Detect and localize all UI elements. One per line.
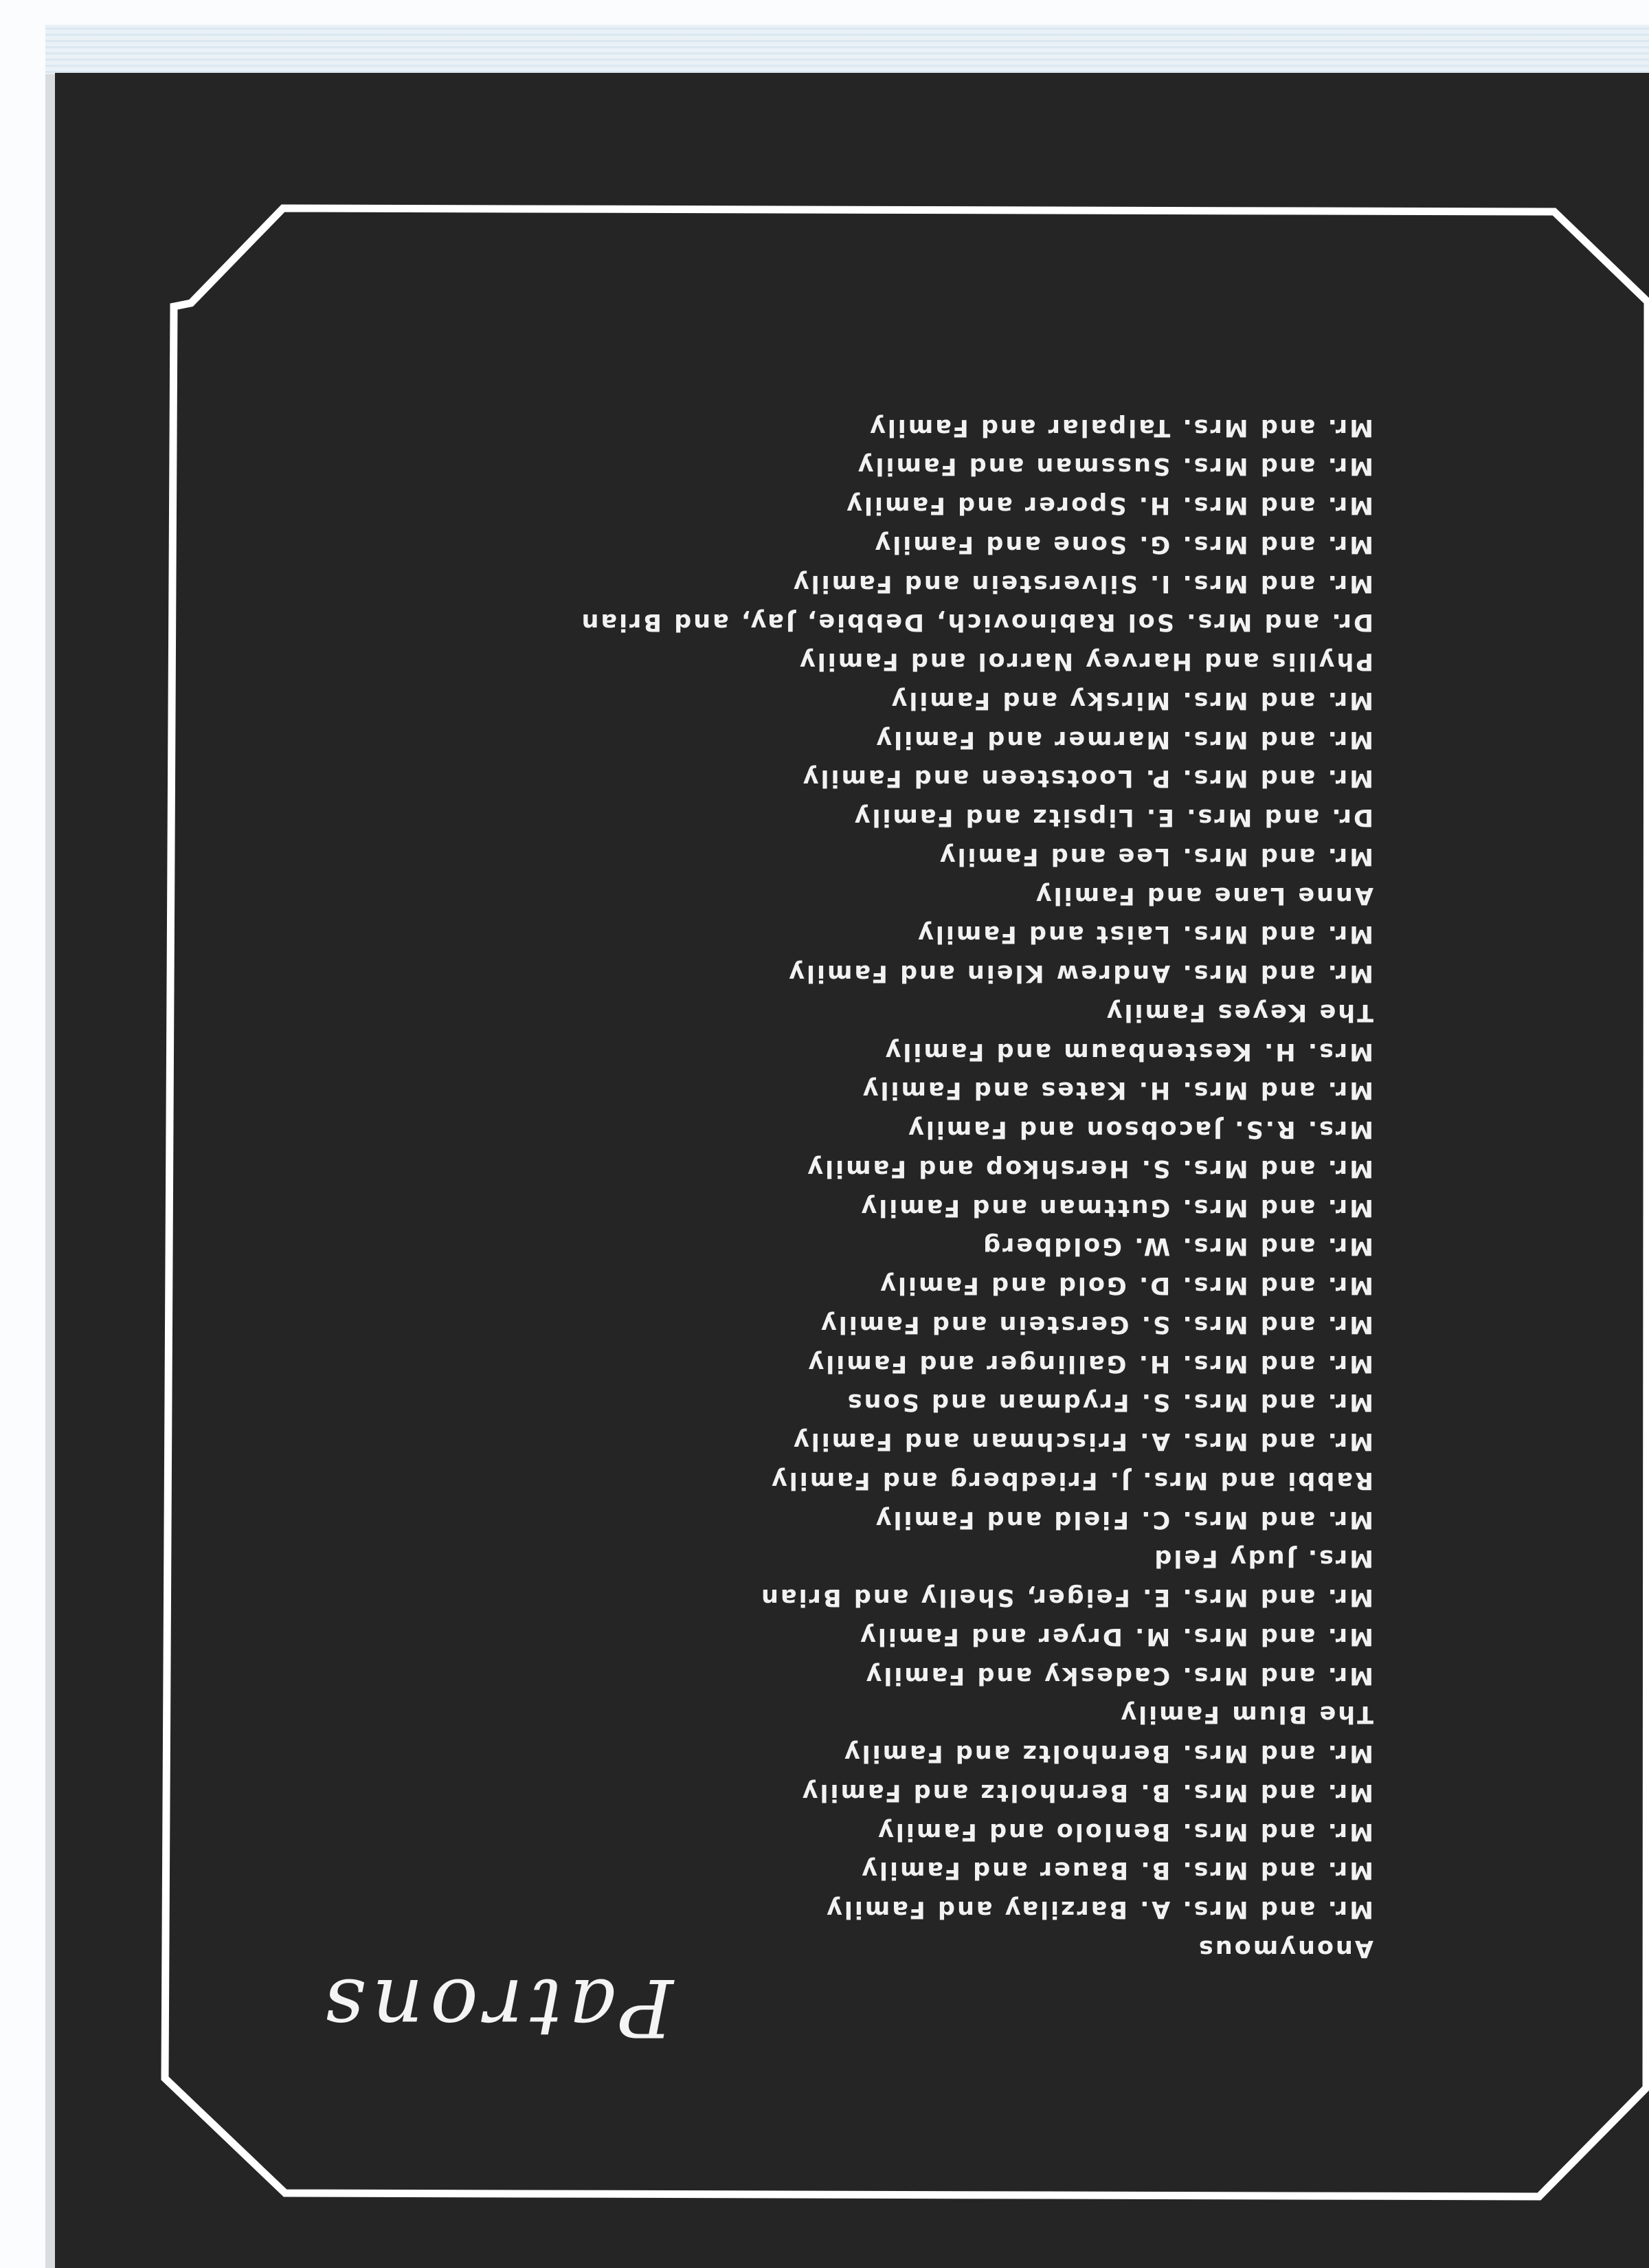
patron-entry: The Blum Family <box>1119 1700 1373 1728</box>
patron-entry: Mr. and Mrs. H. Sporer and Family <box>844 491 1373 520</box>
patron-entry: Mr. and Mrs. Bernholtz and Family <box>842 1739 1373 1768</box>
patron-entry: Mr. and Mrs. G. Sone and Family <box>873 531 1373 558</box>
patron-entry: Mr. and Mrs. B. Bernholtz and Family <box>800 1779 1373 1806</box>
patron-entry: Mr. and Mrs. Cadesky and Family <box>864 1661 1373 1689</box>
patron-entry: Mr. and Mrs. W. Goldberg <box>981 1232 1373 1260</box>
rotated-content <box>55 73 1649 2268</box>
page-title: Patrons <box>317 1961 673 2054</box>
patron-entry: Mr. and Mrs. Marmer and Family <box>874 725 1373 753</box>
patron-entry: Mrs. Judy Feld <box>1152 1544 1373 1572</box>
patron-entry: Mr. and Mrs. H. Gallinger and Family <box>806 1349 1373 1377</box>
patron-entry: Mr. and Mrs. Benlolo and Family <box>876 1817 1373 1845</box>
patron-list <box>549 408 1373 1968</box>
patron-entry: Mr. and Mrs. I. Silverstein and Family <box>791 569 1373 597</box>
patron-entry: Mr. and Mrs. M. Dryer and Family <box>858 1623 1373 1650</box>
patron-entry: Mr. and Mrs. Laist and Family <box>916 920 1373 948</box>
patron-entry: Mrs. H. Kestenbaum and Family <box>883 1037 1373 1065</box>
patron-entry: Dr. and Mrs. E. Lipsitz and Family <box>852 803 1373 832</box>
patron-entry: Mr. and Mrs. S. Gerstein and Family <box>818 1311 1373 1338</box>
patron-entry: Mr. and Mrs. C. Field and Family <box>873 1505 1373 1533</box>
patron-entry: Mr. and Mrs. Mirsky and Family <box>889 687 1373 714</box>
patron-entry: Mr. and Mrs. S. Hershkop and Family <box>805 1155 1373 1182</box>
patron-entry: Mr. and Mrs. S. Frydman and Sons <box>845 1388 1373 1416</box>
patron-entry: Mr. and Mrs. Guttman and Family <box>859 1193 1373 1221</box>
patron-entry: Mr. and Mrs. E. Feiger, Shelly and Brian <box>759 1583 1373 1612</box>
patron-entry: Mr. and Mrs. Sussman and Family <box>855 452 1373 480</box>
patron-entry: Mr. and Mrs. B. Bauer and Family <box>860 1856 1373 1885</box>
patron-entry: Mrs. R.S. Jacobson and Family <box>906 1115 1373 1144</box>
patron-entry: Mr. and Mrs. D. Gold and Family <box>878 1271 1373 1300</box>
scan-edge-strip <box>45 25 1649 74</box>
patron-entry: Mr. and Mrs. Talpalar and Family <box>868 413 1373 441</box>
patron-entry: The Keyes Family <box>1104 999 1373 1026</box>
patron-entry: Anne Lane and Family <box>1033 881 1373 909</box>
page-left-edge <box>45 74 55 2268</box>
patron-entry: Mr. and Mrs. A. Frischman and Family <box>791 1427 1373 1456</box>
patron-entry: Mr. and Mrs. H. Kates and Family <box>860 1076 1373 1104</box>
yearbook-page <box>55 73 1649 2268</box>
patron-entry: Rabbi and Mrs. J. Friedberg and Family <box>769 1467 1373 1494</box>
patron-entry: Mr. and Mrs. Lee and Family <box>937 843 1373 870</box>
patron-entry: Mr. and Mrs. Andrew Klein and Family <box>787 959 1373 988</box>
patron-entry: Mr. and Mrs. P. Lootsteen and Family <box>800 764 1373 792</box>
patron-entry: Mr. and Mrs. A. Barzilay and Family <box>824 1895 1373 1924</box>
patron-entry: Dr. and Mrs. Sol Rabinovich, Debbie, Jay, and Brian <box>579 608 1373 636</box>
patron-entry: Phyllis and Harvey Narrol and Family <box>797 647 1373 676</box>
patron-entry: Anonymous <box>1196 1935 1373 1962</box>
